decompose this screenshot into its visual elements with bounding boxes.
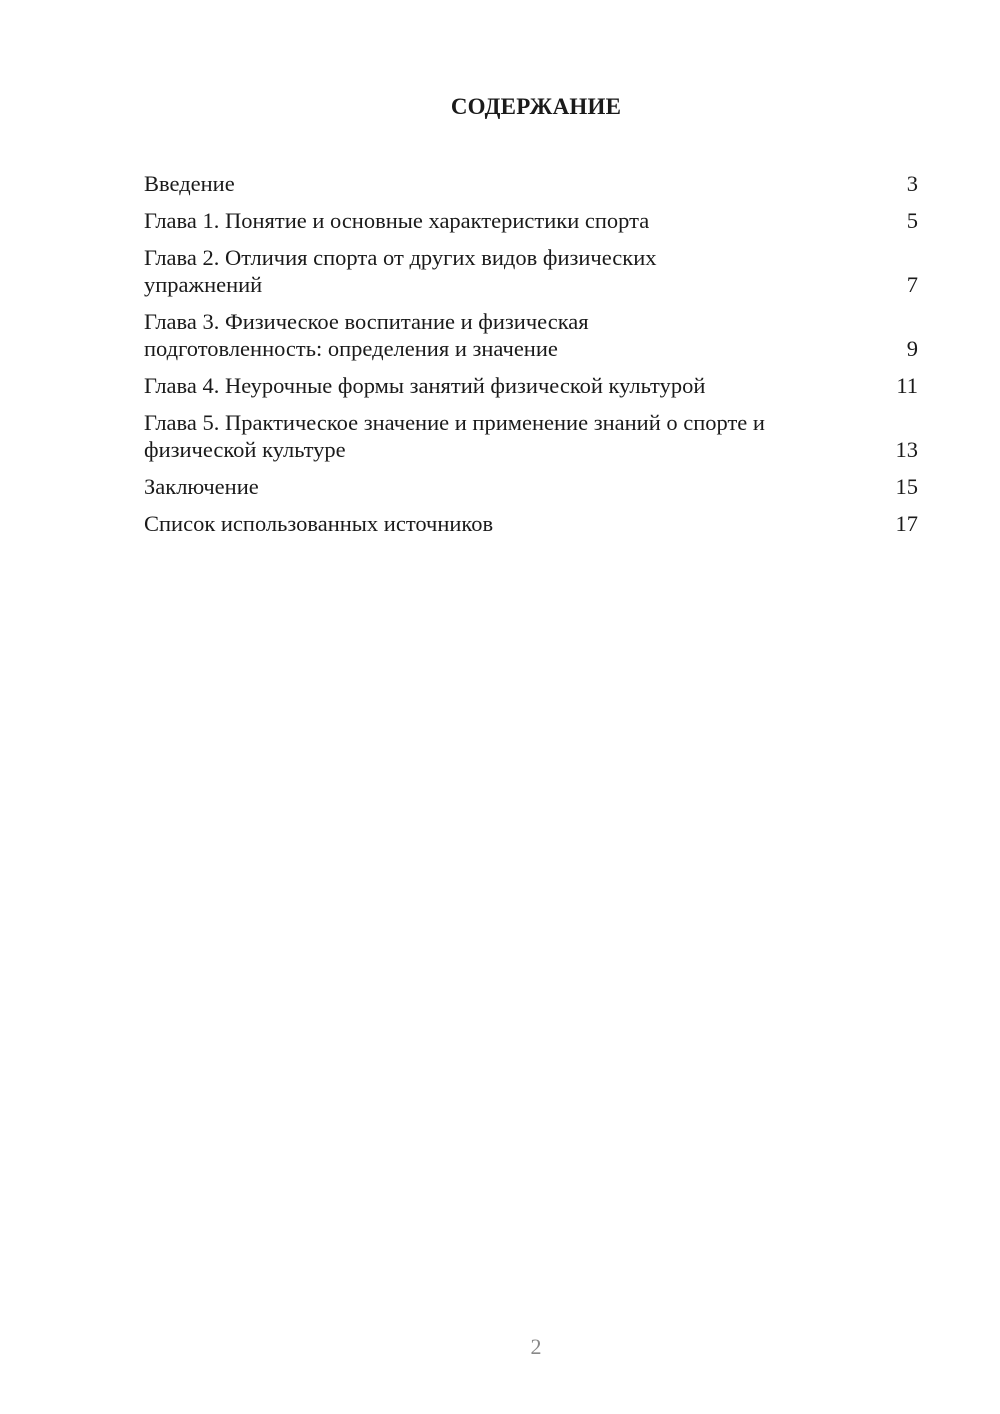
page-title: СОДЕРЖАНИЕ (450, 94, 622, 119)
toc-entry-label: Заключение (144, 474, 259, 499)
toc-entry-label: Глава 4. Неурочные формы занятий физической культурой (144, 373, 706, 398)
toc-entry-introduction[interactable] (144, 170, 918, 197)
toc-entry-chapter-1[interactable] (144, 207, 918, 234)
page-number: 2 (530, 1334, 542, 1359)
toc-entry-label: Глава 1. Понятие и основные характеристики спорта (144, 208, 650, 233)
toc-entry-chapter-4[interactable] (144, 372, 918, 399)
toc-entry-page-number: 17 (895, 511, 918, 536)
toc-entry-chapter-5[interactable] (144, 409, 918, 463)
toc-entry-page-number: 7 (906, 272, 918, 297)
toc-entry-references[interactable] (144, 510, 918, 537)
toc-entry-page-number: 9 (906, 336, 918, 361)
table-of-contents (144, 170, 918, 547)
toc-entry-page-number: 15 (895, 474, 918, 499)
toc-entry-label: Глава 5. Практическое значение и применение знаний о спорте и физической культуре (144, 410, 765, 462)
toc-entry-chapter-3[interactable] (144, 308, 918, 362)
toc-entry-conclusion[interactable] (144, 473, 918, 500)
toc-entry-label: Глава 2. Отличия спорта от других видов физических упражнений (144, 245, 657, 297)
toc-entry-label: Глава 3. Физическое воспитание и физическая подготовленность: определения и значение (144, 309, 589, 361)
toc-entry-page-number: 3 (906, 171, 918, 196)
toc-entry-label: Введение (144, 171, 235, 196)
toc-entry-page-number: 5 (906, 208, 918, 233)
toc-entry-page-number: 13 (895, 437, 918, 462)
toc-entry-chapter-2[interactable] (144, 244, 918, 298)
toc-entry-label: Список использованных источников (144, 511, 494, 536)
toc-entry-page-number: 11 (896, 373, 918, 398)
